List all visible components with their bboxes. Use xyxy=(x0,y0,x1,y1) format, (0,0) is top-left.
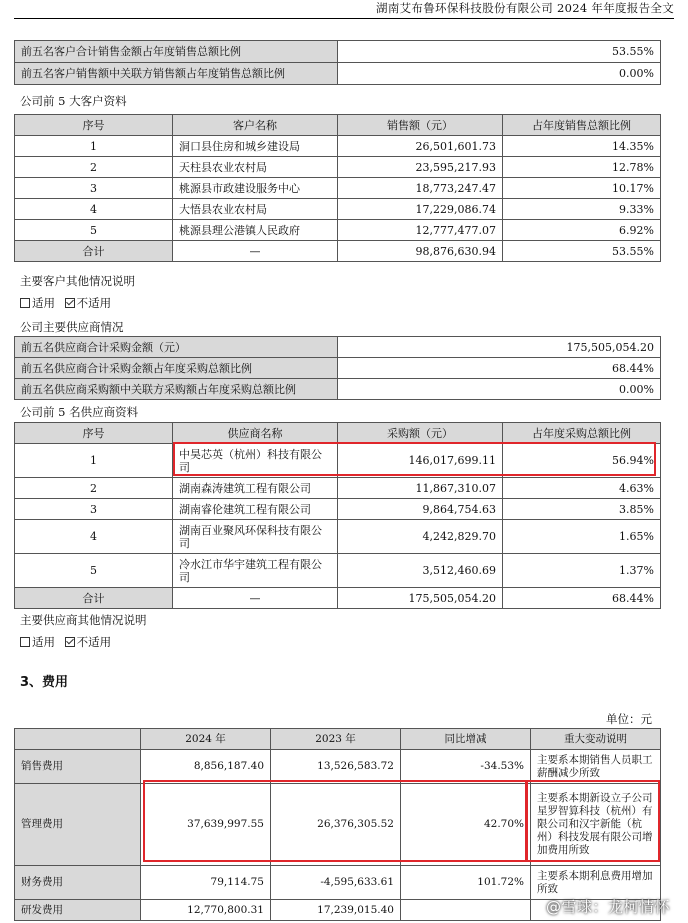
sales-ratio: 12.78% xyxy=(503,157,661,178)
supplier-section-title: 公司主要供应商情况 xyxy=(20,320,124,334)
customer-other-title: 主要客户其他情况说明 xyxy=(20,274,135,288)
sales-ratio: 14.35% xyxy=(503,136,661,157)
amount-2024: 8,856,187.40 xyxy=(141,750,271,784)
watermark: @雪球：龙柯情怀 xyxy=(545,898,670,916)
row-index: 1 xyxy=(15,136,173,157)
expense-name: 研发费用 xyxy=(15,900,141,921)
sales-amount: 18,773,247.47 xyxy=(338,178,503,199)
supplier-name: 冷水江市华宇建筑工程有限公司 xyxy=(173,554,338,588)
table-row xyxy=(15,499,661,520)
column-header: 客户名称 xyxy=(173,115,338,136)
total-ratio: 53.55% xyxy=(503,241,661,262)
table-row xyxy=(15,337,661,358)
supplier-name: 湖南森涛建筑工程有限公司 xyxy=(173,478,338,499)
supplier-table-title: 公司前 5 名供应商资料 xyxy=(20,405,139,419)
amount-2024: 12,770,800.31 xyxy=(141,900,271,921)
table-header-row xyxy=(15,423,661,444)
total-name: — xyxy=(173,588,338,609)
summary-value: 53.55% xyxy=(338,41,661,63)
sales-ratio: 9.33% xyxy=(503,199,661,220)
table-row xyxy=(15,199,661,220)
table-row xyxy=(15,358,661,379)
summary-label: 前五名客户合计销售金额占年度销售总额比例 xyxy=(15,41,338,63)
supplier-other-title: 主要供应商其他情况说明 xyxy=(20,613,147,627)
column-header: 序号 xyxy=(15,115,173,136)
customer-name: 桃源县市政建设服务中心 xyxy=(173,178,338,199)
supplier-table xyxy=(14,422,661,609)
purchase-ratio: 3.85% xyxy=(503,499,661,520)
table-row xyxy=(15,554,661,588)
row-index: 1 xyxy=(15,444,173,478)
table-row xyxy=(15,478,661,499)
summary-label: 前五名客户销售额中关联方销售额占年度销售总额比例 xyxy=(15,63,338,85)
row-index: 4 xyxy=(15,199,173,220)
summary-label: 前五名供应商采购额中关联方采购额占年度采购总额比例 xyxy=(15,379,338,400)
row-index: 3 xyxy=(15,178,173,199)
column-header: 占年度销售总额比例 xyxy=(503,115,661,136)
change-note: 主要系本期新设立子公司星罗智算科技（杭州）有限公司和汉宇新能（杭州）科技发展有限公司增加费用所致 xyxy=(531,784,661,866)
amount-2024: 79,114.75 xyxy=(141,866,271,900)
summary-value: 0.00% xyxy=(338,63,661,85)
column-header: 供应商名称 xyxy=(173,423,338,444)
report-header: 湖南艾布鲁环保科技股份有限公司 2024 年年度报告全文 xyxy=(376,1,674,15)
table-row xyxy=(15,220,661,241)
table-row xyxy=(15,41,661,63)
amount-2023: 17,239,015.40 xyxy=(271,900,401,921)
purchase-ratio: 1.65% xyxy=(503,520,661,554)
table-row xyxy=(15,136,661,157)
customer-options xyxy=(20,295,111,311)
summary-value: 68.44% xyxy=(338,358,661,379)
customer-table-title: 公司前 5 大客户资料 xyxy=(20,94,127,108)
expense-name: 销售费用 xyxy=(15,750,141,784)
table-row xyxy=(15,750,661,784)
column-header: 重大变动说明 xyxy=(531,729,661,750)
amount-2023: 13,526,583.72 xyxy=(271,750,401,784)
yoy-change: 101.72% xyxy=(401,866,531,900)
option-label: 适用 xyxy=(32,635,55,649)
customer-summary-table xyxy=(14,40,661,85)
expense-section-title: 3、费用 xyxy=(20,675,69,690)
purchase-ratio: 4.63% xyxy=(503,478,661,499)
summary-value: 175,505,054.20 xyxy=(338,337,661,358)
yoy-change: 42.70% xyxy=(401,784,531,866)
table-header-row xyxy=(15,729,661,750)
sales-ratio: 10.17% xyxy=(503,178,661,199)
total-name: — xyxy=(173,241,338,262)
checkbox-not-applicable[interactable] xyxy=(65,298,75,308)
change-note: 主要系本期利息费用增加所致 xyxy=(531,866,661,900)
row-index: 2 xyxy=(15,478,173,499)
sales-amount: 26,501,601.73 xyxy=(338,136,503,157)
summary-label: 前五名供应商合计采购金额占年度采购总额比例 xyxy=(15,358,338,379)
table-total-row xyxy=(15,588,661,609)
customer-name: 天柱县农业农村局 xyxy=(173,157,338,178)
total-amount: 175,505,054.20 xyxy=(338,588,503,609)
checkbox-applicable[interactable] xyxy=(20,637,30,647)
total-label: 合计 xyxy=(15,241,173,262)
purchase-amount: 146,017,699.11 xyxy=(338,444,503,478)
checkbox-applicable[interactable] xyxy=(20,298,30,308)
total-amount: 98,876,630.94 xyxy=(338,241,503,262)
table-row xyxy=(15,157,661,178)
summary-label: 前五名供应商合计采购金额（元） xyxy=(15,337,338,358)
row-index: 3 xyxy=(15,499,173,520)
row-index: 5 xyxy=(15,554,173,588)
row-index: 5 xyxy=(15,220,173,241)
amount-2023: 26,376,305.52 xyxy=(271,784,401,866)
supplier-name: 中昊芯英（杭州）科技有限公司 xyxy=(173,444,338,478)
purchase-ratio: 1.37% xyxy=(503,554,661,588)
amount-2023: -4,595,633.61 xyxy=(271,866,401,900)
supplier-name: 湖南睿伦建筑工程有限公司 xyxy=(173,499,338,520)
expense-name: 管理费用 xyxy=(15,784,141,866)
purchase-amount: 9,864,754.63 xyxy=(338,499,503,520)
customer-name: 洞口县住房和城乡建设局 xyxy=(173,136,338,157)
row-index: 4 xyxy=(15,520,173,554)
unit-label: 单位：元 xyxy=(606,712,652,726)
expense-name: 财务费用 xyxy=(15,866,141,900)
change-note: 主要系本期销售人员职工薪酬减少所致 xyxy=(531,750,661,784)
amount-2024: 37,639,997.55 xyxy=(141,784,271,866)
supplier-name: 湖南百业聚风环保科技有限公司 xyxy=(173,520,338,554)
header-divider xyxy=(14,18,674,19)
checkbox-not-applicable[interactable] xyxy=(65,637,75,647)
summary-value: 0.00% xyxy=(338,379,661,400)
table-row xyxy=(15,444,661,478)
customer-name: 桃源县理公港镇人民政府 xyxy=(173,220,338,241)
column-header: 序号 xyxy=(15,423,173,444)
table-row xyxy=(15,63,661,85)
column-header: 同比增减 xyxy=(401,729,531,750)
supplier-options xyxy=(20,634,111,650)
purchase-amount: 3,512,460.69 xyxy=(338,554,503,588)
table-row xyxy=(15,379,661,400)
table-row xyxy=(15,520,661,554)
option-label: 不适用 xyxy=(76,296,112,310)
table-row xyxy=(15,866,661,900)
column-header xyxy=(15,729,141,750)
table-header-row xyxy=(15,115,661,136)
purchase-ratio: 56.94% xyxy=(503,444,661,478)
sales-amount: 17,229,086.74 xyxy=(338,199,503,220)
customer-name: 大悟县农业农村局 xyxy=(173,199,338,220)
row-index: 2 xyxy=(15,157,173,178)
option-label: 不适用 xyxy=(76,635,112,649)
total-ratio: 68.44% xyxy=(503,588,661,609)
yoy-change: -34.53% xyxy=(401,750,531,784)
expense-table xyxy=(14,728,661,921)
table-row xyxy=(15,178,661,199)
purchase-amount: 11,867,310.07 xyxy=(338,478,503,499)
customer-table xyxy=(14,114,661,262)
column-header: 2023 年 xyxy=(271,729,401,750)
column-header: 2024 年 xyxy=(141,729,271,750)
column-header: 占年度采购总额比例 xyxy=(503,423,661,444)
purchase-amount: 4,242,829.70 xyxy=(338,520,503,554)
total-label: 合计 xyxy=(15,588,173,609)
option-label: 适用 xyxy=(32,296,55,310)
sales-amount: 23,595,217.93 xyxy=(338,157,503,178)
column-header: 销售额（元） xyxy=(338,115,503,136)
yoy-change xyxy=(401,900,531,921)
sales-amount: 12,777,477.07 xyxy=(338,220,503,241)
supplier-summary-table xyxy=(14,336,661,400)
table-total-row xyxy=(15,241,661,262)
column-header: 采购额（元） xyxy=(338,423,503,444)
table-row xyxy=(15,784,661,866)
sales-ratio: 6.92% xyxy=(503,220,661,241)
